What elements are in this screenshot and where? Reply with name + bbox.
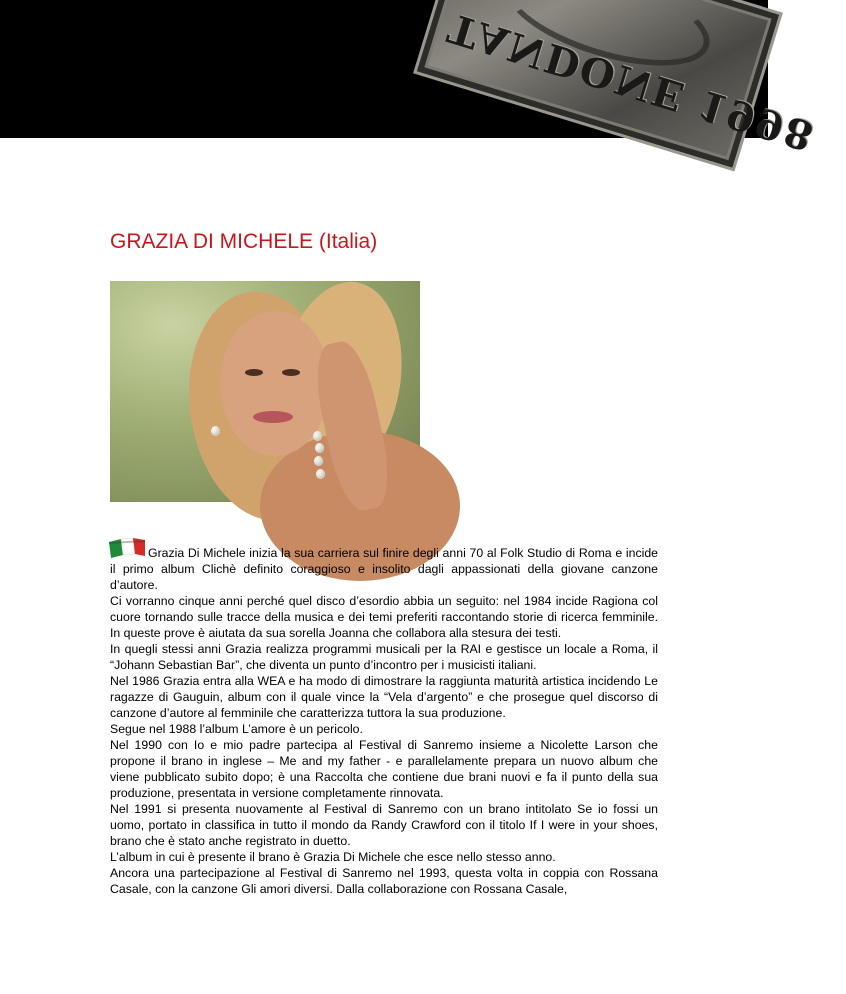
paragraph: In quegli stessi anni Grazia realizza programmi musicali per la RAI e gestisce un locale a Roma, il “Johann Sebastian Bar”, che diventa un punto d’incontro per i musicisti italiani. bbox=[110, 642, 658, 672]
plaque-text: TANDONE 1998 bbox=[442, 3, 821, 161]
portrait-lips bbox=[253, 411, 293, 423]
earring-pearl bbox=[315, 443, 324, 453]
article-body bbox=[110, 545, 658, 897]
earring-pearl bbox=[314, 456, 323, 466]
paragraph: Ancora una partecipazione al Festival di Sanremo nel 1993, questa volta in coppia con Rossana Casale, con la canzone Gli amori diversi. Dalla collaborazione con Rossana Casale, bbox=[110, 866, 658, 896]
paragraph: Nel 1986 Grazia entra alla WEA e ha modo di dimostrare la raggiunta maturità artistica incidendo Le ragazze di Gauguin, album con il quale vince la “Vela d’argento” e che prosegue quel discorso di canzone d’autore al femminile che caratterizza tuttora la sua produzione. bbox=[110, 674, 658, 720]
paragraph: Nel 1991 si presenta nuovamente al Festival di Sanremo con un brano intitolato Se io fossi un uomo, portato in classifica in tutto il mondo da Randy Crawford con il titolo If I were in your shoes, brano che è stato anche registrato in duetto. bbox=[110, 802, 658, 848]
festival-plaque-image bbox=[413, 0, 821, 171]
paragraph: Segue nel 1988 l’album L’amore è un pericolo. bbox=[110, 722, 363, 736]
earring-pearl bbox=[211, 426, 220, 436]
page-title: GRAZIA DI MICHELE (Italia) bbox=[110, 230, 378, 253]
header-banner bbox=[0, 0, 821, 161]
paragraph: L’album in cui è presente il brano è Grazia Di Michele che esce nello stesso anno. bbox=[110, 850, 556, 864]
paragraph: Grazia Di Michele inizia la sua carriera sul finire degli anni 70 al Folk Studio di Roma e incide il primo album Clichè definito coraggioso e insolito dagli appassionati della giovane canzone d’autore. bbox=[110, 546, 658, 592]
paragraph: Nel 1990 con Io e mio padre partecipa al Festival di Sanremo insieme a Nicolette Larson che propone il brano in inglese – Me and my father - e parallelamente prepara un nuovo album che viene pubblicato subito dopo; è una Raccolta che contiene due brani nuovi e fa il punto della sua produzione, presentata in versione completamente rinnovata. bbox=[110, 738, 658, 800]
portrait-photo bbox=[110, 281, 420, 502]
paragraph: Ci vorranno cinque anni perché quel disco d’esordio abbia un seguito: nel 1984 incide Ragiona col cuore tornando sulle tracce della musica e dei temi preferiti raccontando storie di ricerca femminile. In queste prove è aiutata da sua sorella Joanna che collabora alla stesura dei testi. bbox=[110, 594, 658, 640]
portrait-eye-left bbox=[245, 369, 263, 376]
portrait-eye-right bbox=[282, 369, 300, 376]
earring-pearl bbox=[316, 469, 325, 479]
earring-pearl bbox=[313, 431, 322, 441]
